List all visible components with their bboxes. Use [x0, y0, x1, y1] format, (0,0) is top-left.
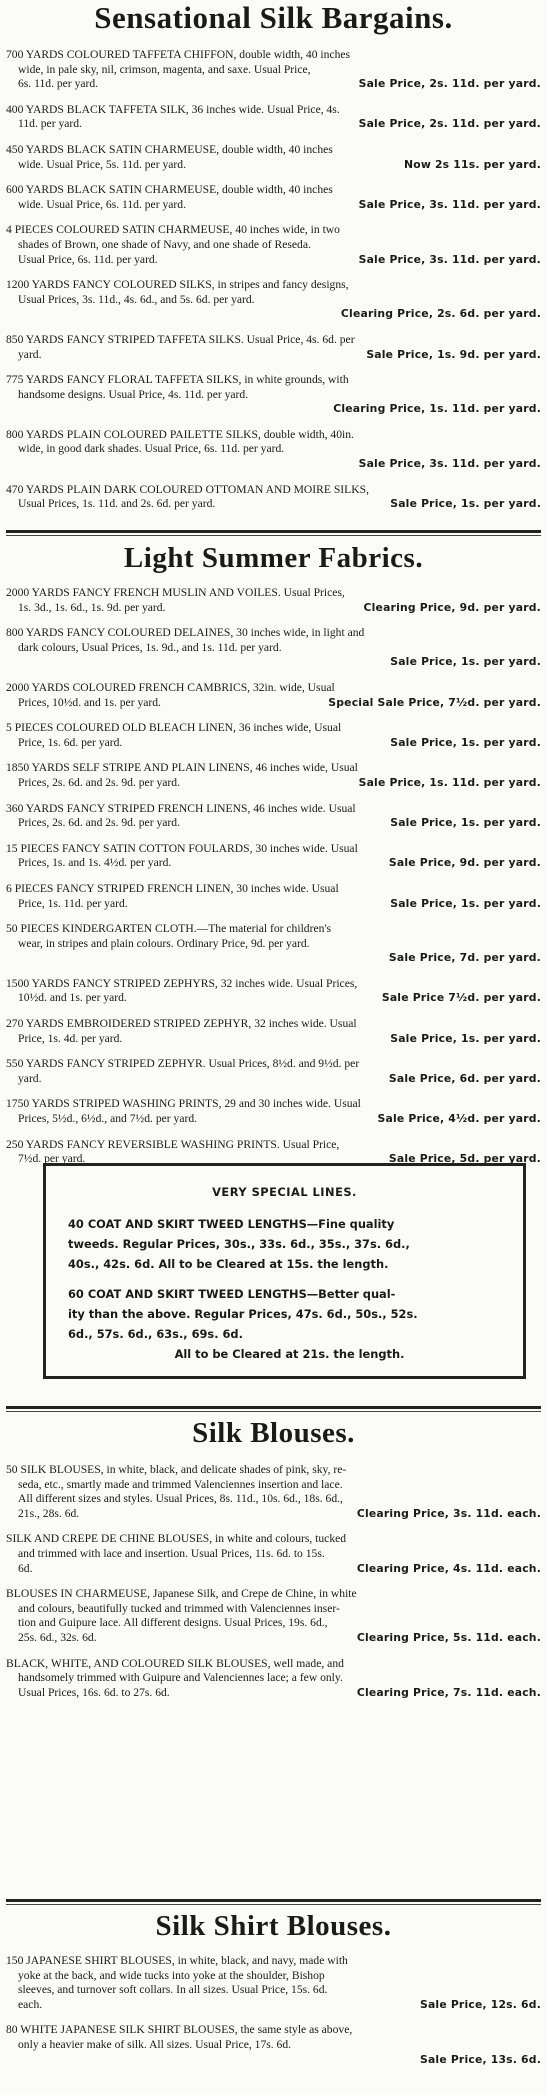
- list-item: [0, 278, 547, 322]
- usual-price-text: 6d.: [18, 1561, 33, 1575]
- item-description-line: 360 YARDS FANCY STRIPED FRENCH LINENS, 46 inches wide. Usual: [6, 801, 356, 815]
- item-description-line: handsomely trimmed with Guipure and Valenciennes lace; a few only.: [18, 1671, 343, 1685]
- price-line: [6, 1032, 541, 1047]
- price-line: [6, 253, 541, 268]
- list-summer-fabrics: [0, 586, 547, 1167]
- sale-price: Sale Price, 1s. per yard.: [390, 497, 541, 511]
- item-description-line: 50 PIECES KINDERGARTEN CLOTH.—The material for children's: [6, 922, 331, 936]
- usual-price-text: wide. Usual Price, 6s. 11d. per yard.: [18, 197, 186, 211]
- section-silk-blouses: [0, 1415, 547, 1711]
- price-line: [6, 402, 541, 417]
- special-para-1: [46, 1214, 523, 1274]
- item-description-line: wear, in stripes and plain colours. Ordinary Price, 9d. per yard.: [18, 936, 310, 950]
- price-line: [6, 348, 541, 363]
- sale-price: Sale Price, 1s. 11d. per yard.: [358, 775, 541, 789]
- list-item: [0, 183, 547, 212]
- sale-price: Sale Price, 1s. per yard.: [390, 735, 541, 749]
- list-item: [0, 103, 547, 132]
- sale-price: Sale Price, 3s. 11d. per yard.: [358, 252, 541, 266]
- sale-price: Clearing Price, 5s. 11d. each.: [356, 1630, 541, 1644]
- usual-price-text: 25s. 6d., 32s. 6d.: [18, 1630, 97, 1644]
- item-description-line: 250 YARDS FANCY REVERSIBLE WASHING PRINTS. Usual Price,: [6, 1137, 340, 1151]
- list-item: [0, 882, 547, 911]
- heading-silk-blouses: Silk Blouses.: [192, 1417, 355, 1449]
- list-item: [0, 373, 547, 417]
- item-description-line: 700 YARDS COLOURED TAFFETA CHIFFON, double width, 40 inches: [6, 48, 351, 61]
- usual-price-text: Usual Prices, 1s. 11d. and 2s. 6d. per yard.: [18, 497, 216, 511]
- item-description-line: 450 YARDS BLACK SATIN CHARMEUSE, double width, 40 inches: [6, 142, 333, 156]
- item-description-line: yoke at the back, and wide tucks into yoke at the shoulder, Bishop: [18, 1968, 325, 1982]
- list-item: [0, 977, 547, 1006]
- sale-price: Sale Price, 3s. 11d. per yard.: [358, 457, 541, 471]
- list-silk-blouses: [0, 1463, 547, 1700]
- special-para-2: [46, 1284, 523, 1364]
- special-lines-title: VERY SPECIAL LINES.: [212, 1185, 357, 1199]
- item-description-line: 80 WHITE JAPANESE SILK SHIRT BLOUSES, the same style as above,: [6, 2023, 353, 2037]
- item-description-line: 775 YARDS FANCY FLORAL TAFFETA SILKS, in white grounds, with: [6, 373, 349, 387]
- item-description-line: 150 JAPANESE SHIRT BLOUSES, in white, black, and navy, made with: [6, 1954, 348, 1967]
- list-item: [0, 1657, 547, 1701]
- sale-price: Sale Price, 6d. per yard.: [388, 1071, 541, 1085]
- price-line: [6, 696, 541, 711]
- usual-price-text: wide. Usual Price, 5s. 11d. per yard.: [18, 157, 186, 171]
- item-description-line: wide, in good dark shades. Usual Price, 6s. 11d. per yard.: [18, 442, 285, 456]
- sale-price: Clearing Price, 1s. 11d. per yard.: [333, 402, 541, 416]
- item-description-line: and trimmed with lace and insertion. Usual Prices, 11s. 6d. to 15s.: [18, 1546, 325, 1560]
- section-shirt-blouses: [0, 1908, 547, 2078]
- item-description-line: tion and Guipure lace. All different designs. Usual Prices, 19s. 6d.,: [18, 1616, 328, 1630]
- item-description-line: 600 YARDS BLACK SATIN CHARMEUSE, double width, 40 inches: [6, 183, 333, 197]
- item-description-line: 15 PIECES FANCY SATIN COTTON FOULARDS, 30 inches wide. Usual: [6, 841, 358, 855]
- usual-price-text: 1s. 3d., 1s. 6d., 1s. 9d. per yard.: [18, 600, 166, 614]
- section-silk-bargains: [0, 0, 547, 523]
- list-silk-bargains: [0, 48, 547, 512]
- list-item: [0, 223, 547, 267]
- item-description-line: only a heavier make of silk. All sizes. Usual Price, 17s. 6d.: [18, 2037, 292, 2051]
- usual-price-text: Usual Prices, 16s. 6d. to 27s. 6d.: [18, 1685, 170, 1699]
- price-line: [6, 117, 541, 132]
- list-shirt-blouses: [0, 1954, 547, 2067]
- usual-price-text: 21s., 28s. 6d.: [18, 1506, 80, 1520]
- section-summer-fabrics: [0, 540, 547, 1178]
- price-line: [6, 2053, 541, 2068]
- special-para-1-line: tweeds. Regular Prices, 30s., 33s. 6d., 35s., 37s. 6d.,: [68, 1237, 410, 1251]
- sale-price: Clearing Price, 9d. per yard.: [363, 600, 541, 614]
- usual-price-text: Prices, 2s. 6d. and 2s. 9d. per yard.: [18, 816, 180, 830]
- item-description-line: 1850 YARDS SELF STRIPE AND PLAIN LINENS, 46 inches wide, Usual: [6, 761, 358, 775]
- sale-price: Sale Price, 2s. 11d. per yard.: [358, 117, 541, 131]
- list-item: [0, 2023, 547, 2067]
- item-description-line: 2000 YARDS FANCY FRENCH MUSLIN AND VOILES. Usual Prices,: [6, 586, 345, 599]
- price-line: [6, 736, 541, 751]
- list-item: [0, 143, 547, 172]
- sale-price: Sale Price, 1s. per yard.: [390, 1031, 541, 1045]
- item-description-line: All different sizes and styles. Usual Prices, 8s. 11d., 10s. 6d., 18s. 6d.,: [18, 1492, 343, 1506]
- price-line: [6, 776, 541, 791]
- item-description-line: and colours, beautifully tucked and trimmed with Valenciennes inser-: [18, 1601, 340, 1615]
- item-description-line: sleeves, and turnover soft collars. In all sizes. Usual Price, 15s. 6d.: [18, 1983, 328, 1997]
- price-line: [6, 158, 541, 173]
- list-item: [0, 842, 547, 871]
- list-item: [0, 1097, 547, 1126]
- section-divider: [6, 1899, 541, 1905]
- special-para-1-line: 40 COAT AND SKIRT TWEED LENGTHS—Fine quality: [68, 1217, 395, 1231]
- price-line: [6, 601, 541, 616]
- item-description-line: BLOUSES IN CHARMEUSE, Japanese Silk, and Crepe de Chine, in white: [6, 1587, 357, 1601]
- item-description-line: BLACK, WHITE, AND COLOURED SILK BLOUSES, well made, and: [6, 1656, 344, 1670]
- item-description-line: 4 PIECES COLOURED SATIN CHARMEUSE, 40 inches wide, in two: [6, 223, 340, 237]
- item-description-line: Usual Prices, 3s. 11d., 4s. 6d., and 5s. 6d. per yard.: [18, 292, 255, 306]
- heading-summer-fabrics: Light Summer Fabrics.: [123, 542, 424, 574]
- list-item: [0, 1532, 547, 1576]
- price-line: [6, 77, 541, 92]
- item-description-line: 1200 YARDS FANCY COLOURED SILKS, in stripes and fancy designs,: [6, 278, 349, 292]
- item-description-line: handsome designs. Usual Price, 4s. 11d. per yard.: [18, 387, 249, 401]
- list-item: [0, 1587, 547, 1645]
- list-item: [0, 802, 547, 831]
- price-line: [6, 897, 541, 912]
- list-item: [0, 681, 547, 710]
- price-line: [6, 856, 541, 871]
- list-item: [0, 1954, 547, 2012]
- list-item: [0, 48, 547, 92]
- usual-price-text: Prices, 5½d., 6½d., and 7½d. per yard.: [18, 1112, 198, 1126]
- sale-price: Sale Price, 1s. per yard.: [390, 655, 541, 669]
- special-lines-box: [43, 1163, 526, 1379]
- sale-price: Sale Price, 5d. per yard.: [388, 1152, 541, 1166]
- usual-price-text: 6s. 11d. per yard.: [18, 77, 99, 91]
- list-item: [0, 721, 547, 750]
- list-item: [0, 761, 547, 790]
- sale-price: Now 2s 11s. per yard.: [403, 157, 541, 171]
- price-line: [6, 1112, 541, 1127]
- sale-price: Clearing Price, 3s. 11d. each.: [356, 1506, 541, 1520]
- list-item: [0, 586, 547, 615]
- price-line: [6, 991, 541, 1006]
- price-line: [6, 1686, 541, 1701]
- sale-price: Clearing Price, 7s. 11d. each.: [356, 1685, 541, 1699]
- item-description-line: 800 YARDS PLAIN COLOURED PAILETTE SILKS, double width, 40in.: [6, 427, 354, 441]
- price-line: [6, 1562, 541, 1577]
- sale-price: Sale Price, 13s. 6d.: [419, 2052, 541, 2066]
- special-para-2-line: ity than the above. Regular Prices, 47s. 6d., 50s., 52s.: [68, 1307, 418, 1321]
- price-line: [6, 1507, 541, 1522]
- section-divider: [6, 1406, 541, 1412]
- sale-price: Sale Price, 1s. 9d. per yard.: [366, 347, 541, 361]
- section-divider: [6, 530, 541, 536]
- sale-price: Clearing Price, 4s. 11d. each.: [356, 1561, 541, 1575]
- price-line: [6, 1072, 541, 1087]
- item-description-line: 2000 YARDS COLOURED FRENCH CAMBRICS, 32in. wide, Usual: [6, 680, 335, 694]
- usual-price-text: Price, 1s. 11d. per yard.: [18, 896, 128, 910]
- special-para-2-line: 6d., 57s. 6d., 63s., 69s. 6d.: [68, 1327, 243, 1341]
- item-description-line: wide, in pale sky, nil, crimson, magenta, and saxe. Usual Price,: [18, 62, 311, 76]
- item-description-line: seda, etc., smartly made and trimmed Valenciennes insertion and lace.: [18, 1477, 343, 1491]
- price-line: [6, 1631, 541, 1646]
- item-description-line: shades of Brown, one shade of Navy, and one shade of Reseda.: [18, 237, 311, 251]
- usual-price-text: Prices, 2s. 6d. and 2s. 9d. per yard.: [18, 775, 180, 789]
- usual-price-text: 11d. per yard.: [18, 117, 82, 131]
- price-line: [6, 307, 541, 322]
- usual-price-text: Prices, 1s. and 1s. 4½d. per yard.: [18, 856, 172, 870]
- list-item: [0, 1057, 547, 1086]
- special-para-2-line: All to be Cleared at 21s. the length.: [174, 1347, 405, 1361]
- item-description-line: 470 YARDS PLAIN DARK COLOURED OTTOMAN AND MOIRE SILKS,: [6, 482, 369, 496]
- item-description-line: 550 YARDS FANCY STRIPED ZEPHYR. Usual Prices, 8½d. and 9½d. per: [6, 1057, 360, 1071]
- sale-price: Sale Price, 2s. 11d. per yard.: [358, 77, 541, 91]
- usual-price-text: yard.: [18, 347, 42, 361]
- item-description-line: 6 PIECES FANCY STRIPED FRENCH LINEN, 30 inches wide. Usual: [6, 881, 339, 895]
- list-item: [0, 1017, 547, 1046]
- price-line: [6, 951, 541, 966]
- item-description-line: 800 YARDS FANCY COLOURED DELAINES, 30 inches wide, in light and: [6, 626, 365, 640]
- item-description-line: 5 PIECES COLOURED OLD BLEACH LINEN, 36 inches wide, Usual: [6, 721, 342, 735]
- sale-price: Sale Price, 1s. per yard.: [390, 816, 541, 830]
- special-para-1-line: 40s., 42s. 6d. All to be Cleared at 15s. the length.: [68, 1257, 389, 1271]
- usual-price-text: Price, 1s. 4d. per yard.: [18, 1031, 123, 1045]
- price-line: [6, 1998, 541, 2013]
- heading-silk-bargains: Sensational Silk Bargains.: [94, 0, 453, 35]
- sale-price: Sale Price, 3s. 11d. per yard.: [358, 197, 541, 211]
- sale-price: Clearing Price, 2s. 6d. per yard.: [340, 307, 541, 321]
- list-item: [0, 626, 547, 670]
- heading-shirt-blouses: Silk Shirt Blouses.: [155, 1910, 392, 1942]
- sale-price: Sale Price 7½d. per yard.: [381, 991, 541, 1005]
- item-description-line: 850 YARDS FANCY STRIPED TAFFETA SILKS. Usual Price, 4s. 6d. per: [6, 332, 355, 346]
- sale-price: Sale Price, 12s. 6d.: [419, 1997, 541, 2011]
- usual-price-text: yard.: [18, 1071, 42, 1085]
- sale-price: Sale Price, 9d. per yard.: [388, 856, 541, 870]
- item-description-line: 400 YARDS BLACK TAFFETA SILK, 36 inches wide. Usual Price, 4s.: [6, 102, 340, 116]
- price-line: [6, 198, 541, 213]
- usual-price-text: Usual Price, 6s. 11d. per yard.: [18, 252, 158, 266]
- item-description-line: 50 SILK BLOUSES, in white, black, and delicate shades of pink, sky, re-: [6, 1463, 347, 1476]
- price-line: [6, 816, 541, 831]
- list-item: [0, 483, 547, 512]
- item-description-line: dark colours, Usual Prices, 1s. 9d., and 1s. 11d. per yard.: [18, 640, 282, 654]
- item-description-line: 1500 YARDS FANCY STRIPED ZEPHYRS, 32 inches wide. Usual Prices,: [6, 976, 358, 990]
- price-line: [6, 457, 541, 472]
- usual-price-text: 10½d. and 1s. per yard.: [18, 991, 127, 1005]
- item-description-line: 1750 YARDS STRIPED WASHING PRINTS, 29 and 30 inches wide. Usual: [6, 1097, 361, 1111]
- sale-price: Sale Price, 1s. per yard.: [390, 896, 541, 910]
- price-line: [6, 655, 541, 670]
- list-item: [0, 333, 547, 362]
- list-item: [0, 1463, 547, 1521]
- sale-price: Sale Price, 7d. per yard.: [388, 951, 541, 965]
- item-description-line: SILK AND CREPE DE CHINE BLOUSES, in white and colours, tucked: [6, 1532, 347, 1546]
- list-item: [0, 922, 547, 966]
- usual-price-text: each.: [18, 1997, 43, 2011]
- sale-price: Special Sale Price, 7½d. per yard.: [328, 695, 541, 709]
- usual-price-text: 7½d. per yard.: [18, 1152, 86, 1166]
- list-item: [0, 428, 547, 472]
- item-description-line: 270 YARDS EMBROIDERED STRIPED ZEPHYR, 32 inches wide. Usual: [6, 1017, 357, 1031]
- price-line: [6, 497, 541, 512]
- usual-price-text: Prices, 10½d. and 1s. per yard.: [18, 695, 161, 709]
- special-para-2-line: 60 COAT AND SKIRT TWEED LENGTHS—Better qual-: [68, 1287, 396, 1301]
- sale-price: Sale Price, 4½d. per yard.: [377, 1112, 541, 1126]
- usual-price-text: Price, 1s. 6d. per yard.: [18, 735, 123, 749]
